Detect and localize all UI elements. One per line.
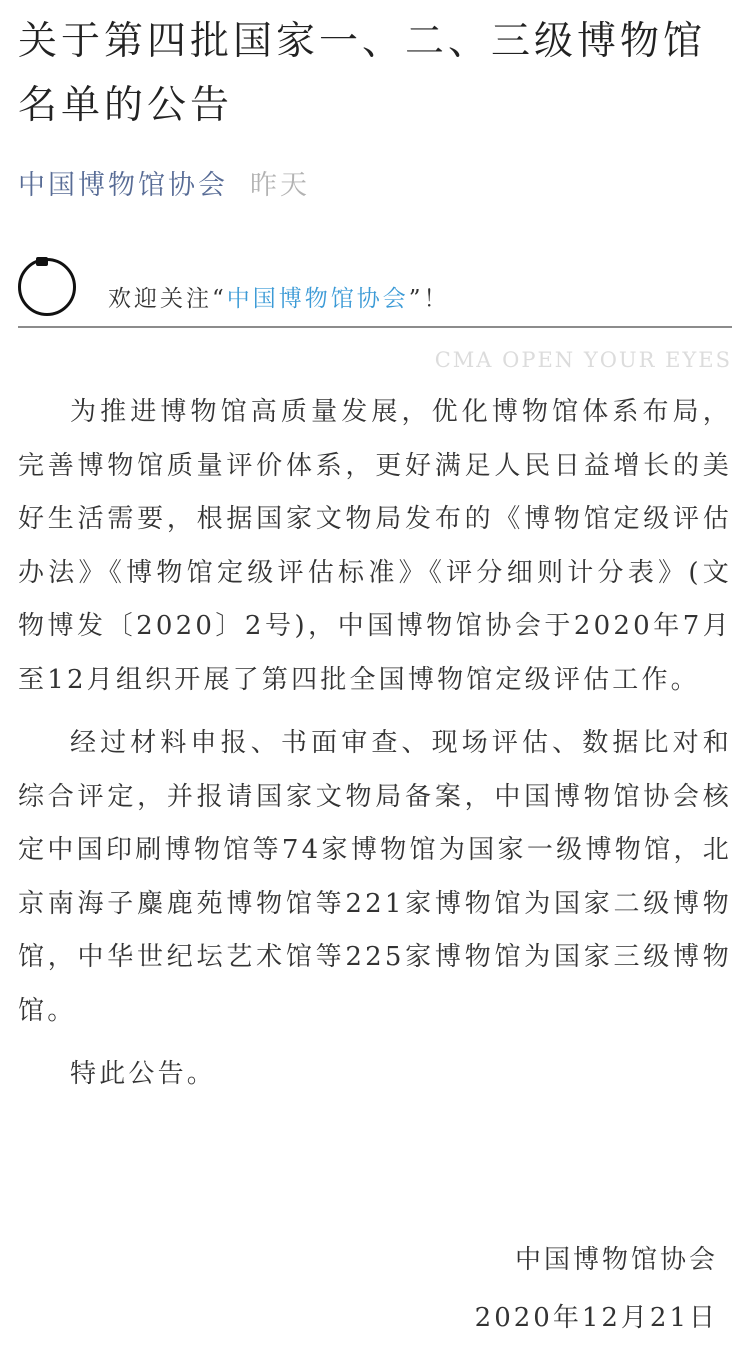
body-paragraph-2: 经过材料申报、书面审查、现场评估、数据比对和综合评定，并报请国家文物局备案，中国博物馆协会核定中国印刷博物馆等74家博物馆为国家一级博物馆，北京南海子麋鹿苑博物馆等221家博物馆为国家二级博物馆，中华世纪坛艺术馆等225家博物馆为国家三级博物馆。 xyxy=(18,728,732,1026)
signature-block xyxy=(475,1240,718,1338)
welcome-banner xyxy=(18,266,732,328)
circle-icon xyxy=(18,258,76,316)
signature-date: 2020年12月21日 xyxy=(474,1303,718,1333)
article-title: 关于第四批国家一、二、三级博物馆名单的公告 xyxy=(18,19,707,128)
publish-date: 昨天 xyxy=(250,169,310,201)
welcome-suffix: ”！ xyxy=(408,286,450,312)
article-body xyxy=(18,386,732,1102)
article-meta xyxy=(18,164,732,200)
slogan-text: CMA OPEN YOUR EYES xyxy=(434,348,732,372)
body-paragraph-3: 特此公告。 xyxy=(70,1059,217,1089)
welcome-text xyxy=(108,280,450,313)
account-name-link[interactable]: 中国博物馆协会 xyxy=(18,169,228,201)
welcome-prefix: 欢迎关注“ xyxy=(108,286,227,312)
body-paragraph-1: 为推进博物馆高质量发展，优化博物馆体系布局，完善博物馆质量评价体系，更好满足人民日益增长的美好生活需要，根据国家文物局发布的《博物馆定级评估办法》《博物馆定级评估标准》《评分细则计分表》(文物博发〔2020〕2号)，中国博物馆协会于2020年7月至12月组织开展了第四批全国博物馆定级评估工作。 xyxy=(18,397,732,695)
welcome-account-name: 中国博物馆协会 xyxy=(226,286,409,312)
signature-org: 中国博物馆协会 xyxy=(514,1245,718,1275)
